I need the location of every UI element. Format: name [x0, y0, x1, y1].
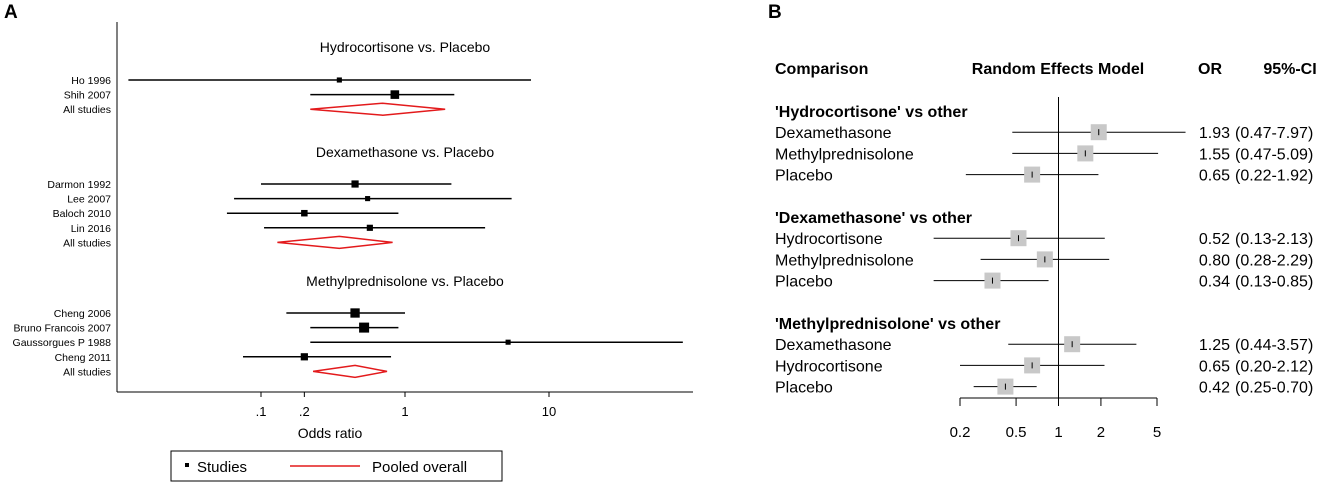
- study-label: Bruno Francois 2007: [13, 322, 111, 335]
- panel-a-group-hydrocortisone-vs-placebo: [63, 39, 531, 116]
- comparison-row: [775, 357, 1313, 375]
- comparison-or-value: 1.55: [1198, 146, 1230, 164]
- comparison-ci-value: (0.20-2.12): [1235, 358, 1314, 376]
- study-point-marker: [359, 323, 369, 333]
- study-label: Lee 2007: [67, 193, 111, 206]
- panel-b-group-methylprednisolone-vs-other: [775, 316, 1313, 397]
- pooled-row: [63, 365, 387, 378]
- comparison-label: Methylprednisolone: [775, 252, 914, 270]
- comparison-label: Dexamethasone: [775, 125, 892, 143]
- comparison-row: [775, 145, 1313, 163]
- study-row: [47, 179, 451, 191]
- comparison-ci-value: (0.47-5.09): [1235, 146, 1314, 164]
- panel-b-x-tick-label: 2: [1096, 424, 1106, 441]
- comparison-ci-value: (0.28-2.29): [1235, 252, 1314, 270]
- header-comparison: Comparison: [775, 61, 869, 78]
- study-point-marker: [367, 225, 373, 231]
- pooled-diamond: [313, 365, 387, 377]
- study-label: Gaussorgues P 1988: [12, 337, 111, 350]
- study-label: Cheng 2011: [54, 351, 111, 364]
- panel-a-axes-frame: [117, 22, 693, 392]
- comparison-ci-value: (0.22-1.92): [1235, 167, 1314, 185]
- comparison-or-value: 1.25: [1198, 337, 1230, 355]
- panel-a-x-tick-label: .1: [255, 404, 267, 419]
- header-or: OR: [1198, 61, 1222, 78]
- study-row: [71, 75, 531, 87]
- panel-b-group-hydrocortisone-vs-other: [775, 104, 1313, 185]
- panel-b-x-tick-label: 0.5: [1005, 424, 1027, 441]
- pooled-row: [63, 103, 445, 116]
- study-label: Cheng 2006: [53, 308, 111, 320]
- pooled-label: All studies: [63, 366, 111, 379]
- study-label: Baloch 2010: [52, 208, 111, 221]
- study-row: [14, 323, 399, 335]
- panel-a-x-tick-label: 1: [401, 404, 409, 419]
- panel-a-group-methylprednisolone-vs-placebo: [13, 273, 683, 378]
- study-row: [13, 337, 683, 349]
- panel-a-group-title: Dexamethasone vs. Placebo: [315, 144, 495, 160]
- legend-pooled-label: Pooled overall: [372, 459, 468, 476]
- comparison-or-value: 0.52: [1198, 231, 1230, 249]
- comparison-or-value: 0.42: [1198, 379, 1230, 397]
- comparison-row: [775, 230, 1313, 248]
- comparison-ci-value: (0.44-3.57): [1235, 337, 1314, 355]
- study-point-marker: [365, 196, 370, 201]
- panel-a-x-axis: [256, 392, 557, 419]
- comparison-ci-value: (0.13-0.85): [1235, 273, 1314, 291]
- panel-a-group-title: Hydrocortisone vs. Placebo: [319, 39, 491, 55]
- panel-b-group-title: 'Hydrocortisone' vs other: [775, 104, 968, 121]
- comparison-row: [775, 336, 1313, 354]
- comparison-row: [775, 167, 1313, 185]
- comparison-label: Placebo: [775, 379, 833, 397]
- study-label: Darmon 1992: [47, 179, 111, 191]
- panel-a-legend: [171, 451, 502, 481]
- comparison-or-value: 0.34: [1198, 273, 1230, 291]
- study-label: Shih 2007: [63, 89, 111, 102]
- comparison-ci-value: (0.25-0.70): [1235, 379, 1314, 397]
- comparison-label: Dexamethasone: [775, 337, 892, 355]
- panel-a-groups: [13, 39, 683, 378]
- pooled-label: All studies: [63, 104, 111, 117]
- pooled-row: [63, 236, 392, 249]
- study-row: [71, 223, 485, 235]
- panel-a-x-tick-label: 10: [541, 404, 557, 419]
- panel-b-x-axis: [950, 97, 1162, 441]
- comparison-or-value: 0.65: [1198, 358, 1230, 376]
- panel-b-x-tick-label: 0.2: [949, 424, 971, 441]
- panel-b-headers: [775, 61, 1317, 78]
- panel-b-group-title: 'Methylprednisolone' vs other: [775, 316, 1001, 333]
- panel-a-group-title: Methylprednisolone vs. Placebo: [306, 273, 504, 289]
- study-label: Ho 1996: [71, 75, 111, 87]
- panel-b-letter: B: [768, 2, 782, 23]
- study-label: Lin 2016: [70, 222, 111, 235]
- study-point-marker: [351, 180, 358, 187]
- comparison-label: Hydrocortisone: [775, 231, 883, 249]
- header-random-effects-model: Random Effects Model: [971, 61, 1145, 78]
- comparison-row: [775, 124, 1313, 142]
- comparison-row: [775, 379, 1313, 397]
- study-row: [54, 308, 405, 320]
- study-point-marker: [391, 90, 400, 99]
- study-point-marker: [350, 308, 359, 317]
- panel-b-x-tick-label: 1: [1054, 424, 1063, 441]
- panel-a-forest-plot: [13, 22, 693, 481]
- comparison-row: [775, 273, 1313, 291]
- panel-b-x-tick-label: 5: [1152, 424, 1162, 441]
- study-row: [53, 208, 399, 220]
- panel-a-x-axis-title: Odds ratio: [297, 425, 363, 441]
- study-point-marker: [337, 77, 342, 82]
- comparison-or-value: 0.65: [1198, 167, 1230, 185]
- pooled-diamond: [310, 103, 445, 115]
- study-point-marker: [301, 210, 308, 217]
- pooled-diamond: [277, 236, 392, 248]
- study-row: [64, 90, 455, 102]
- study-point-marker: [506, 340, 511, 345]
- legend-studies-label: Studies: [197, 459, 248, 476]
- comparison-label: Methylprednisolone: [775, 146, 914, 164]
- comparison-label: Placebo: [775, 273, 833, 291]
- pooled-label: All studies: [63, 237, 111, 250]
- panel-b-forest-plot: [775, 61, 1317, 441]
- panel-b-group-title: 'Dexamethasone' vs other: [775, 210, 973, 227]
- panel-a-letter: A: [4, 2, 18, 23]
- comparison-label: Hydrocortisone: [775, 358, 883, 376]
- comparison-label: Placebo: [775, 167, 833, 185]
- panel-b-group-dexamethasone-vs-other: [775, 210, 1313, 291]
- comparison-row: [775, 251, 1313, 269]
- study-row: [67, 194, 511, 206]
- comparison-or-value: 1.93: [1198, 125, 1230, 143]
- panel-b-groups: [775, 104, 1313, 397]
- comparison-ci-value: (0.47-7.97): [1235, 125, 1314, 143]
- comparison-ci-value: (0.13-2.13): [1235, 231, 1314, 249]
- study-point-marker: [301, 353, 308, 360]
- comparison-or-value: 0.80: [1198, 252, 1230, 270]
- legend-studies-marker: [185, 463, 189, 467]
- header-95-ci: 95%-CI: [1263, 61, 1317, 78]
- study-row: [55, 352, 391, 364]
- panel-a-x-tick-label: .2: [298, 404, 310, 419]
